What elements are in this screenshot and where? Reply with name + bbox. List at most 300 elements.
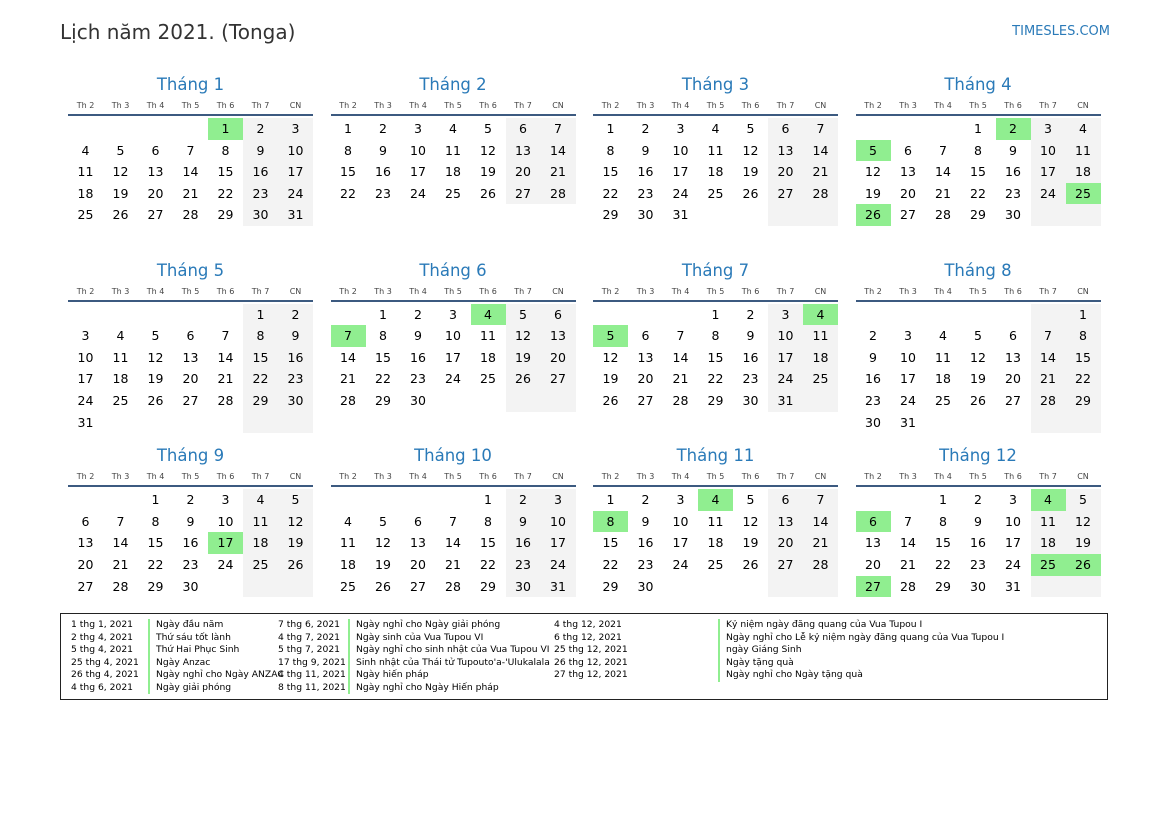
day-cell: 4: [344, 513, 352, 529]
empty-cell: [366, 204, 401, 226]
empty-cell: [331, 304, 366, 326]
day-cell: 31: [768, 390, 803, 412]
day-cell: 22: [1066, 368, 1101, 390]
day-cell: 16: [637, 164, 654, 180]
day-cell: 5: [484, 121, 492, 136]
empty-cell: [471, 226, 506, 248]
day-cell: 20: [77, 556, 94, 572]
day-cell: 29: [707, 392, 724, 408]
holiday-name: Ngày đầu năm: [148, 619, 223, 632]
holiday-name: Ngày nghỉ cho sinh nhật của Vua Tupou VI: [348, 644, 549, 657]
day-grid: [856, 118, 1101, 248]
month-title: Tháng 9: [156, 446, 225, 466]
empty-cell: [996, 412, 1031, 434]
day-cell: 17: [672, 535, 689, 551]
day-grid: [593, 118, 838, 248]
day-cell: 19: [506, 347, 541, 369]
day-cell: 21: [935, 185, 951, 201]
weekday-label: Th 3: [899, 286, 917, 296]
day-cell: 21: [445, 556, 461, 572]
empty-cell: [663, 412, 698, 434]
day-cell: 5: [278, 489, 313, 511]
legend-item: [554, 632, 1004, 645]
day-cell: 5: [593, 325, 628, 347]
day-cell: 27: [768, 183, 803, 205]
day-cell: 15: [1066, 347, 1101, 369]
day-cell: 20: [768, 532, 803, 554]
day-cell: 10: [1031, 140, 1066, 162]
empty-cell: [68, 118, 103, 140]
empty-cell: [138, 412, 173, 434]
day-cell: 27: [182, 392, 199, 408]
day-cell: 8: [484, 513, 492, 529]
day-cell: 14: [217, 349, 234, 365]
weekday-label: Th 3: [111, 101, 130, 110]
weekday-label: CN: [1077, 101, 1089, 110]
day-cell: 15: [602, 535, 619, 551]
weekday-header: [331, 98, 576, 116]
day-cell: 19: [1066, 532, 1101, 554]
empty-cell: [891, 489, 926, 511]
day-cell: 25: [1031, 554, 1066, 576]
day-cell: 31: [541, 576, 576, 598]
day-cell: 7: [803, 489, 838, 511]
day-cell: 10: [445, 328, 461, 344]
empty-cell: [103, 304, 138, 326]
holiday-date: 2 thg 4, 2021: [71, 631, 134, 643]
day-cell: 6: [904, 142, 912, 158]
empty-cell: [593, 226, 628, 248]
day-cell: 13: [768, 511, 803, 533]
empty-cell: [1031, 576, 1066, 598]
day-cell: 6: [541, 304, 576, 326]
day-cell: 18: [803, 347, 838, 369]
empty-cell: [768, 226, 803, 248]
holiday-date: 1 thg 1, 2021: [71, 619, 134, 630]
day-cell: 25: [77, 207, 94, 223]
day-cell: 12: [112, 164, 129, 180]
day-cell: 14: [445, 535, 461, 551]
weekday-header: [856, 469, 1101, 487]
day-cell: 11: [1031, 511, 1066, 533]
empty-cell: [401, 489, 436, 511]
weekday-label: CN: [1077, 286, 1089, 296]
day-cell: 5: [746, 121, 755, 136]
legend-item: [554, 644, 1004, 657]
empty-cell: [891, 226, 926, 248]
empty-cell: [173, 118, 208, 140]
day-cell: 18: [707, 164, 724, 180]
day-cell: 6: [768, 118, 803, 140]
empty-cell: [891, 304, 926, 326]
month-calendar: [331, 72, 576, 248]
day-cell: 3: [278, 118, 313, 140]
weekday-label: Th 4: [409, 472, 427, 482]
holiday-date: 4 thg 12, 2021: [554, 619, 622, 630]
weekday-label: CN: [289, 101, 302, 110]
day-cell: 23: [375, 185, 391, 201]
day-cell: 7: [186, 142, 195, 158]
empty-cell: [506, 412, 541, 434]
day-cell: 24: [541, 554, 576, 576]
day-cell: 5: [506, 304, 541, 326]
empty-cell: [698, 226, 733, 248]
day-cell: 7: [541, 118, 576, 140]
day-cell: 27: [506, 183, 541, 205]
empty-cell: [68, 489, 103, 511]
day-cell: 31: [278, 204, 313, 226]
brand-link[interactable]: TIMESLES.COM: [1012, 24, 1110, 39]
day-cell: 29: [935, 578, 951, 594]
day-cell: 28: [217, 392, 234, 408]
day-cell: 28: [541, 183, 576, 205]
month-calendar: [856, 443, 1101, 619]
empty-cell: [803, 390, 838, 412]
month-title: Tháng 1: [156, 75, 225, 94]
day-cell: 14: [803, 511, 838, 533]
day-cell: 22: [970, 185, 986, 201]
day-cell: 14: [803, 140, 838, 162]
weekday-label: Th 5: [444, 286, 462, 296]
weekday-label: CN: [814, 101, 827, 110]
holiday-name: Ngày nghỉ cho Ngày Hiến pháp: [348, 682, 499, 695]
day-grid: [593, 304, 838, 434]
day-cell: 28: [182, 207, 199, 223]
empty-cell: [278, 412, 313, 434]
empty-cell: [803, 412, 838, 434]
weekday-label: Th 3: [374, 286, 392, 296]
empty-cell: [331, 204, 366, 226]
weekday-label: CN: [814, 472, 827, 482]
day-cell: 11: [707, 513, 724, 529]
month-title: Tháng 8: [944, 260, 1012, 280]
day-cell: 30: [506, 576, 541, 598]
day-cell: 25: [445, 185, 461, 201]
day-cell: 24: [768, 368, 803, 390]
empty-cell: [1031, 304, 1066, 326]
weekday-label: Th 6: [216, 286, 235, 296]
empty-cell: [173, 304, 208, 326]
weekday-label: Th 2: [864, 472, 882, 482]
day-cell: 21: [803, 161, 838, 183]
day-cell: 19: [112, 185, 129, 201]
day-cell: 13: [506, 140, 541, 162]
weekday-label: Th 5: [444, 472, 462, 482]
weekday-label: Th 7: [514, 472, 532, 482]
day-cell: 2: [641, 121, 650, 136]
empty-cell: [733, 412, 768, 434]
day-cell: 25: [243, 554, 278, 576]
weekday-label: Th 6: [216, 472, 235, 482]
day-cell: 20: [637, 371, 654, 387]
day-cell: 3: [449, 306, 457, 322]
day-cell: 9: [379, 142, 387, 158]
day-cell: 3: [1009, 492, 1017, 508]
day-cell: 5: [746, 492, 755, 508]
weekday-label: Th 4: [671, 472, 690, 482]
day-cell: 18: [340, 556, 356, 572]
empty-cell: [593, 304, 628, 326]
day-cell: 11: [935, 349, 951, 365]
day-cell: 1: [939, 492, 947, 508]
day-cell: 8: [151, 513, 160, 529]
day-cell: 11: [340, 535, 356, 551]
holiday-date: 26 thg 4, 2021: [71, 669, 139, 680]
day-cell: 14: [182, 164, 199, 180]
weekday-header: [331, 469, 576, 487]
day-cell: 10: [217, 513, 234, 529]
empty-cell: [1066, 204, 1101, 226]
legend-item: [71, 644, 284, 657]
legend-item: [278, 669, 550, 682]
holiday-name: Ngày nghỉ cho Ngày tặng quà: [718, 669, 863, 682]
day-cell: 26: [112, 207, 129, 223]
day-cell: 22: [480, 556, 496, 572]
day-cell: 8: [379, 328, 387, 344]
day-cell: 6: [768, 489, 803, 511]
weekday-label: Th 7: [514, 101, 532, 110]
day-cell: 27: [900, 207, 916, 223]
day-cell: 4: [243, 489, 278, 511]
month-calendar: [593, 258, 838, 434]
day-cell: 17: [672, 164, 689, 180]
weekday-label: Th 5: [706, 472, 725, 482]
holiday-name: Kỷ niệm ngày đăng quang của Vua Tupou I: [718, 619, 922, 632]
day-cell: 6: [151, 142, 160, 158]
weekday-header: [593, 284, 838, 302]
day-grid: [68, 489, 313, 619]
day-cell: 13: [768, 140, 803, 162]
weekday-label: Th 6: [1004, 286, 1022, 296]
holiday-name: Thứ Hai Phục Sinh: [148, 644, 239, 657]
day-cell: 26: [147, 392, 164, 408]
day-cell: 30: [182, 578, 199, 594]
day-cell: 11: [707, 142, 724, 158]
weekday-label: Th 5: [706, 286, 725, 296]
day-cell: 23: [865, 392, 881, 408]
day-cell: 12: [147, 349, 164, 365]
empty-cell: [768, 412, 803, 434]
empty-cell: [506, 226, 541, 248]
weekday-label: Th 6: [479, 101, 497, 110]
month-title: Tháng 12: [939, 446, 1017, 466]
day-cell: 17: [768, 347, 803, 369]
weekday-label: CN: [552, 286, 564, 296]
weekday-label: Th 3: [636, 101, 655, 110]
weekday-label: Th 2: [864, 101, 882, 110]
day-cell: 26: [742, 185, 759, 201]
day-cell: 1: [606, 121, 615, 136]
day-cell: 22: [602, 556, 619, 572]
day-cell: 14: [935, 164, 951, 180]
day-cell: 29: [602, 578, 619, 594]
weekday-label: Th 6: [1004, 472, 1022, 482]
empty-cell: [926, 118, 961, 140]
day-cell: 28: [112, 578, 129, 594]
weekday-label: Th 4: [671, 101, 690, 110]
empty-cell: [401, 204, 436, 226]
empty-cell: [768, 576, 803, 598]
empty-cell: [541, 412, 576, 434]
holiday-name: Ngày hiến pháp: [348, 669, 429, 682]
day-cell: 25: [803, 368, 838, 390]
day-cell: 18: [445, 164, 461, 180]
day-cell: 21: [340, 371, 356, 387]
day-cell: 8: [974, 142, 982, 158]
day-cell: 25: [707, 556, 724, 572]
day-cell: 9: [974, 513, 982, 529]
empty-cell: [401, 412, 436, 434]
day-cell: 29: [970, 207, 986, 223]
day-cell: 17: [1005, 535, 1021, 551]
day-cell: 24: [77, 392, 94, 408]
day-cell: 11: [77, 164, 94, 180]
weekday-label: Th 6: [741, 286, 760, 296]
day-cell: 21: [541, 161, 576, 183]
day-cell: 4: [449, 121, 457, 136]
day-cell: 12: [865, 164, 881, 180]
day-cell: 9: [1009, 142, 1017, 158]
empty-cell: [1066, 412, 1101, 434]
day-cell: 12: [480, 142, 496, 158]
day-cell: 20: [900, 185, 916, 201]
day-cell: 8: [593, 511, 628, 533]
weekday-label: Th 2: [601, 472, 620, 482]
month-title: Tháng 7: [681, 260, 750, 280]
month-calendar: [856, 72, 1101, 248]
day-cell: 25: [340, 578, 356, 594]
day-cell: 8: [243, 325, 278, 347]
day-cell: 16: [182, 535, 199, 551]
day-cell: 17: [445, 349, 461, 365]
empty-cell: [103, 226, 138, 248]
day-cell: 4: [939, 328, 947, 344]
day-cell: 3: [541, 489, 576, 511]
day-cell: 6: [414, 513, 422, 529]
month-calendar: [593, 443, 838, 619]
day-cell: 20: [865, 556, 881, 572]
day-cell: 24: [672, 556, 689, 572]
month-title: Tháng 4: [944, 75, 1012, 94]
day-cell: 17: [1031, 161, 1066, 183]
day-cell: 15: [147, 535, 164, 551]
empty-cell: [541, 390, 576, 412]
day-cell: 18: [77, 185, 94, 201]
day-cell: 16: [865, 371, 881, 387]
day-cell: 15: [970, 164, 986, 180]
day-cell: 15: [707, 349, 724, 365]
weekday-label: Th 5: [444, 101, 462, 110]
day-grid: [856, 489, 1101, 619]
weekday-label: Th 7: [251, 101, 270, 110]
day-cell: 26: [742, 556, 759, 572]
day-cell: 14: [340, 349, 356, 365]
weekday-label: Th 6: [1004, 101, 1022, 110]
holiday-name: Ngày nghỉ cho Lễ kỷ niệm ngày đăng quang của Vua Tupou I: [718, 632, 1004, 645]
day-cell: 28: [445, 578, 461, 594]
empty-cell: [926, 226, 961, 248]
day-cell: 12: [602, 349, 619, 365]
legend-item: [71, 657, 284, 670]
empty-cell: [996, 226, 1031, 248]
day-cell: 20: [541, 347, 576, 369]
weekday-label: Th 3: [636, 472, 655, 482]
day-cell: 23: [637, 185, 654, 201]
day-cell: 11: [112, 349, 129, 365]
empty-cell: [436, 412, 471, 434]
day-cell: 18: [707, 535, 724, 551]
day-cell: 7: [449, 513, 457, 529]
empty-cell: [803, 226, 838, 248]
day-cell: 24: [278, 183, 313, 205]
empty-cell: [891, 118, 926, 140]
empty-cell: [138, 226, 173, 248]
month-title: Tháng 3: [681, 75, 750, 94]
day-cell: 19: [742, 164, 759, 180]
day-cell: 24: [1005, 556, 1021, 572]
day-cell: 19: [147, 371, 164, 387]
day-cell: 9: [869, 349, 877, 365]
day-cell: 2: [869, 328, 877, 344]
empty-cell: [243, 412, 278, 434]
weekday-header: [68, 284, 313, 302]
day-cell: 30: [742, 392, 759, 408]
day-cell: 23: [506, 554, 541, 576]
weekday-label: Th 7: [1039, 286, 1057, 296]
empty-cell: [733, 576, 768, 598]
empty-cell: [1031, 226, 1066, 248]
day-cell: 15: [935, 535, 951, 551]
empty-cell: [1031, 412, 1066, 434]
weekday-label: Th 4: [934, 101, 952, 110]
weekday-label: Th 3: [899, 472, 917, 482]
weekday-label: CN: [1077, 472, 1089, 482]
day-cell: 28: [1031, 390, 1066, 412]
day-cell: 17: [900, 371, 916, 387]
day-cell: 15: [340, 164, 356, 180]
weekday-label: Th 4: [146, 101, 165, 110]
day-cell: 9: [186, 513, 195, 529]
weekday-label: Th 7: [251, 472, 270, 482]
weekday-label: CN: [289, 286, 302, 296]
day-cell: 24: [410, 185, 426, 201]
legend-item: [71, 682, 284, 695]
weekday-label: Th 4: [934, 286, 952, 296]
empty-cell: [471, 412, 506, 434]
day-grid: [68, 118, 313, 248]
day-cell: 17: [278, 161, 313, 183]
day-cell: 13: [77, 535, 94, 551]
day-cell: 11: [803, 325, 838, 347]
day-cell: 2: [379, 121, 387, 136]
day-cell: 13: [410, 535, 426, 551]
empty-cell: [243, 226, 278, 248]
day-cell: 31: [1005, 578, 1021, 594]
day-cell: 22: [217, 185, 234, 201]
empty-cell: [961, 412, 996, 434]
day-cell: 27: [147, 207, 164, 223]
month-title: Tháng 11: [676, 446, 755, 466]
empty-cell: [208, 412, 243, 434]
weekday-label: Th 7: [776, 101, 795, 110]
weekday-label: CN: [289, 472, 302, 482]
day-cell: 14: [900, 535, 916, 551]
empty-cell: [103, 412, 138, 434]
day-cell: 8: [711, 328, 720, 344]
empty-cell: [278, 226, 313, 248]
day-cell: 10: [541, 511, 576, 533]
holiday-name: Ngày nghỉ cho Ngày giải phóng: [348, 619, 500, 632]
